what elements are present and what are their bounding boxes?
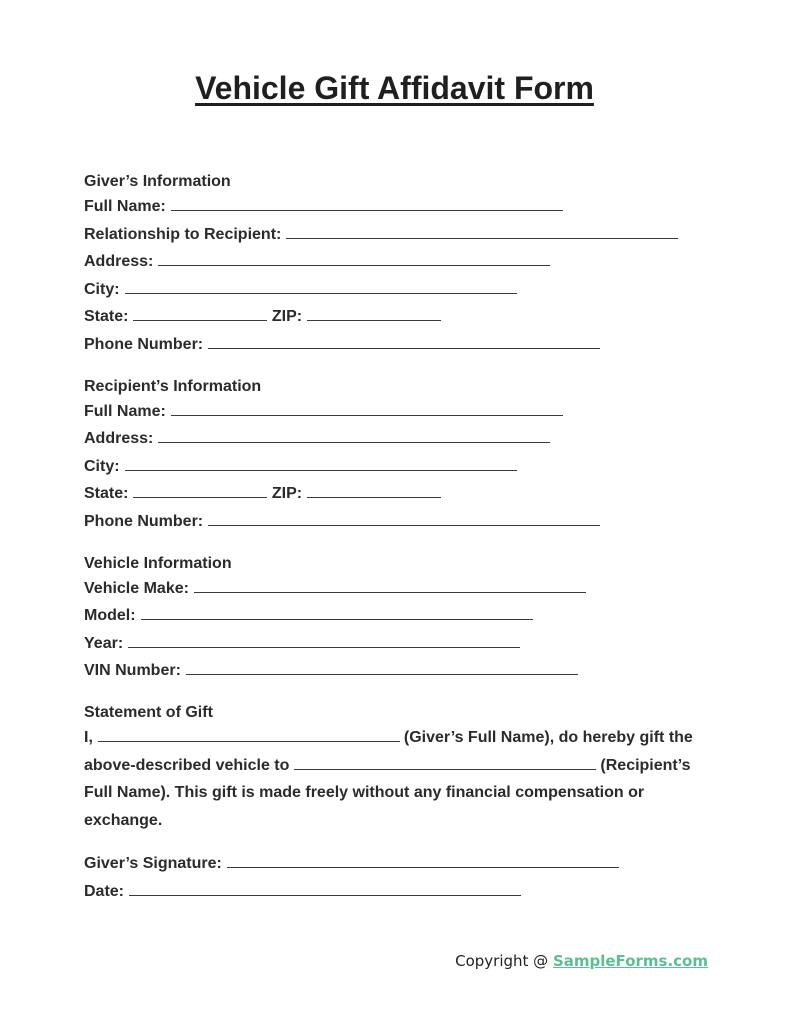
recipient-phone-row [84, 508, 704, 536]
giver-address-line[interactable] [158, 264, 550, 266]
recipient-phone-line[interactable] [208, 524, 600, 526]
statement-part-1: I, [84, 728, 93, 746]
recipient-phone-label: Phone Number: [84, 512, 204, 530]
vehicle-vin-row [84, 657, 704, 685]
giver-state-zip-row [84, 303, 704, 331]
giver-state-label: State: [84, 308, 129, 326]
recipient-city-line[interactable] [125, 469, 517, 471]
giver-full-name-line[interactable] [171, 209, 563, 211]
statement-part-2: (Giver’s Full Name), do hereby gift the above-described vehicle to [84, 728, 693, 774]
vehicle-model-row [84, 602, 704, 630]
vehicle-vin-label: VIN Number: [84, 662, 181, 680]
giver-city-line[interactable] [125, 292, 517, 294]
footer-copyright [455, 952, 708, 970]
recipient-section-heading: Recipient’s Information [84, 377, 262, 395]
brand-link[interactable]: SampleForms.com [552, 952, 708, 970]
vehicle-make-label: Vehicle Make: [84, 579, 189, 597]
recipient-state-label: State: [84, 485, 129, 503]
giver-signature-label: Giver’s Signature: [84, 855, 222, 873]
statement-giver-name-line[interactable] [98, 740, 400, 742]
recipient-city-row [84, 453, 704, 481]
statement-part-3: (Recipient’s Full Name). This gift is made freely without any financial compensation or exchange. [84, 756, 691, 829]
giver-address-label: Address: [84, 253, 154, 271]
statement-paragraph [84, 724, 704, 834]
giver-city-label: City: [84, 280, 120, 298]
vehicle-year-line[interactable] [128, 646, 520, 648]
vehicle-make-row [84, 575, 704, 603]
giver-signature-line[interactable] [227, 866, 619, 868]
giver-full-name-row [84, 193, 704, 221]
recipient-full-name-row [84, 398, 704, 426]
giver-zip-label: ZIP: [271, 308, 303, 326]
recipient-address-row [84, 425, 704, 453]
giver-phone-row [84, 331, 704, 359]
giver-state-line[interactable] [133, 319, 267, 321]
giver-relationship-row [84, 221, 704, 249]
giver-full-name-label: Full Name: [84, 198, 166, 215]
vehicle-model-line[interactable] [141, 618, 533, 620]
giver-phone-line[interactable] [208, 347, 600, 349]
recipient-state-line[interactable] [133, 496, 267, 498]
date-line[interactable] [129, 894, 521, 896]
vehicle-year-row [84, 630, 704, 658]
recipient-full-name-line[interactable] [171, 414, 563, 416]
vehicle-vin-line[interactable] [186, 673, 578, 675]
giver-phone-label: Phone Number: [84, 335, 204, 353]
giver-city-row [84, 276, 704, 304]
giver-zip-line[interactable] [307, 319, 441, 321]
giver-relationship-label: Relationship to Recipient: [84, 225, 282, 243]
copyright-text: Copyright @ [455, 952, 549, 970]
recipient-address-line[interactable] [158, 441, 550, 443]
statement-recipient-name-line[interactable] [294, 768, 596, 770]
recipient-zip-label: ZIP: [271, 485, 303, 503]
vehicle-model-label: Model: [84, 607, 136, 625]
vehicle-section-heading: Vehicle Information [84, 554, 232, 572]
recipient-state-zip-row [84, 480, 704, 508]
statement-section-heading: Statement of Gift [84, 703, 213, 721]
vehicle-year-label: Year: [84, 634, 124, 652]
date-label: Date: [84, 882, 125, 900]
page-title: Vehicle Gift Affidavit Form [195, 70, 594, 106]
vehicle-make-line[interactable] [194, 591, 586, 593]
recipient-zip-line[interactable] [307, 496, 441, 498]
recipient-address-label: Address: [84, 430, 154, 448]
giver-section-heading: Giver’s Information [84, 173, 231, 190]
giver-address-row [84, 248, 704, 276]
recipient-city-label: City: [84, 457, 120, 475]
recipient-full-name-label: Full Name: [84, 402, 166, 420]
giver-signature-row [84, 850, 704, 878]
form-body [84, 170, 704, 905]
date-row [84, 878, 704, 906]
giver-relationship-line[interactable] [286, 237, 678, 239]
